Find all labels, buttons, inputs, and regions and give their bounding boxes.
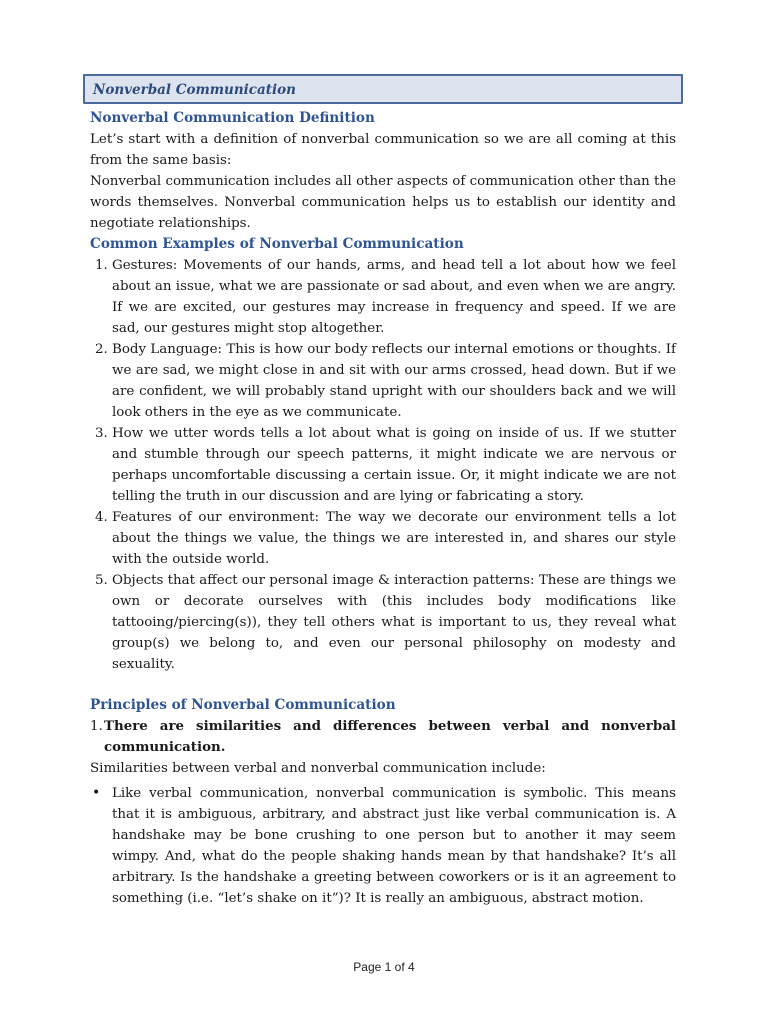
document-body	[90, 108, 676, 909]
list-item: 2. Body Language: This is how our body reflects our internal emotions or thoughts. If we are sad, we might close in and sit with our arms crossed, head down. But if we are confident, we will probably stand upright with our shoulders back and we will look others in the eye as we communicate.	[112, 339, 676, 423]
page-number: Page 1 of 4	[353, 960, 415, 974]
definition-paragraph-2: Nonverbal communication includes all other aspects of communication other than the words themselves. Nonverbal communication helps us to establish our identity and negotiate relationships.	[90, 174, 676, 231]
document-title-box	[83, 74, 683, 104]
principle-item	[90, 716, 676, 758]
list-item: 4. Features of our environment: The way we decorate our environment tells a lot about the things we value, the things we are interested in, and shares our style with the outside world.	[112, 507, 676, 570]
similarities-intro: Similarities between verbal and nonverbal communication include:	[90, 761, 546, 776]
list-item	[92, 783, 676, 909]
similarities-list	[90, 783, 676, 909]
list-item: 5. Objects that affect our personal image & interaction patterns: These are things we own or decorate ourselves with (this includes body modifications like tattooing/piercing(s)), they tell others what is important to us, they reveal what group(s) we belong to, and even our personal philosophy on modesty and sexuality.	[112, 570, 676, 675]
examples-heading: Common Examples of Nonverbal Communication	[90, 236, 464, 252]
definition-heading: Nonverbal Communication Definition	[90, 110, 375, 126]
principles-heading: Principles of Nonverbal Communication	[90, 697, 396, 713]
definition-paragraph-1: Let’s start with a definition of nonverbal communication so we are all coming at this from the same basis:	[90, 132, 676, 168]
list-item: 1. Gestures: Movements of our hands, arms, and head tell a lot about how we feel about an issue, what we are passionate or sad about, and even when we are angry. If we are excited, our gestures may increase in frequency and speed. If we are sad, our gestures might stop altogether.	[112, 255, 676, 339]
list-item: 3. How we utter words tells a lot about what is going on inside of us. If we stutter and stumble through our speech patterns, it might indicate we are nervous or perhaps uncomfortable discussing a certain issue. Or, it might indicate we are not telling the truth in our discussion and are lying or fabricating a story.	[112, 423, 676, 507]
bullet-text: Like verbal communication, nonverbal communication is symbolic. This means that it is ambiguous, arbitrary, and abstract just like verbal communication is. A handshake may be bone crushing to one person but to another it may seem wimpy. And, what do the people shaking hands mean by that handshake? It’s all arbitrary. Is the handshake a greeting between coworkers or is it an agreement to something (i.e. “let’s shake on it”)? It is really an ambiguous, abstract motion.	[112, 786, 676, 906]
bullet-icon: •	[92, 785, 101, 801]
examples-list	[90, 255, 676, 675]
principle-number: 1.	[90, 719, 103, 734]
document-title: Nonverbal Communication	[93, 82, 296, 98]
principle-text: There are similarities and differences between verbal and nonverbal communication.	[104, 718, 676, 755]
